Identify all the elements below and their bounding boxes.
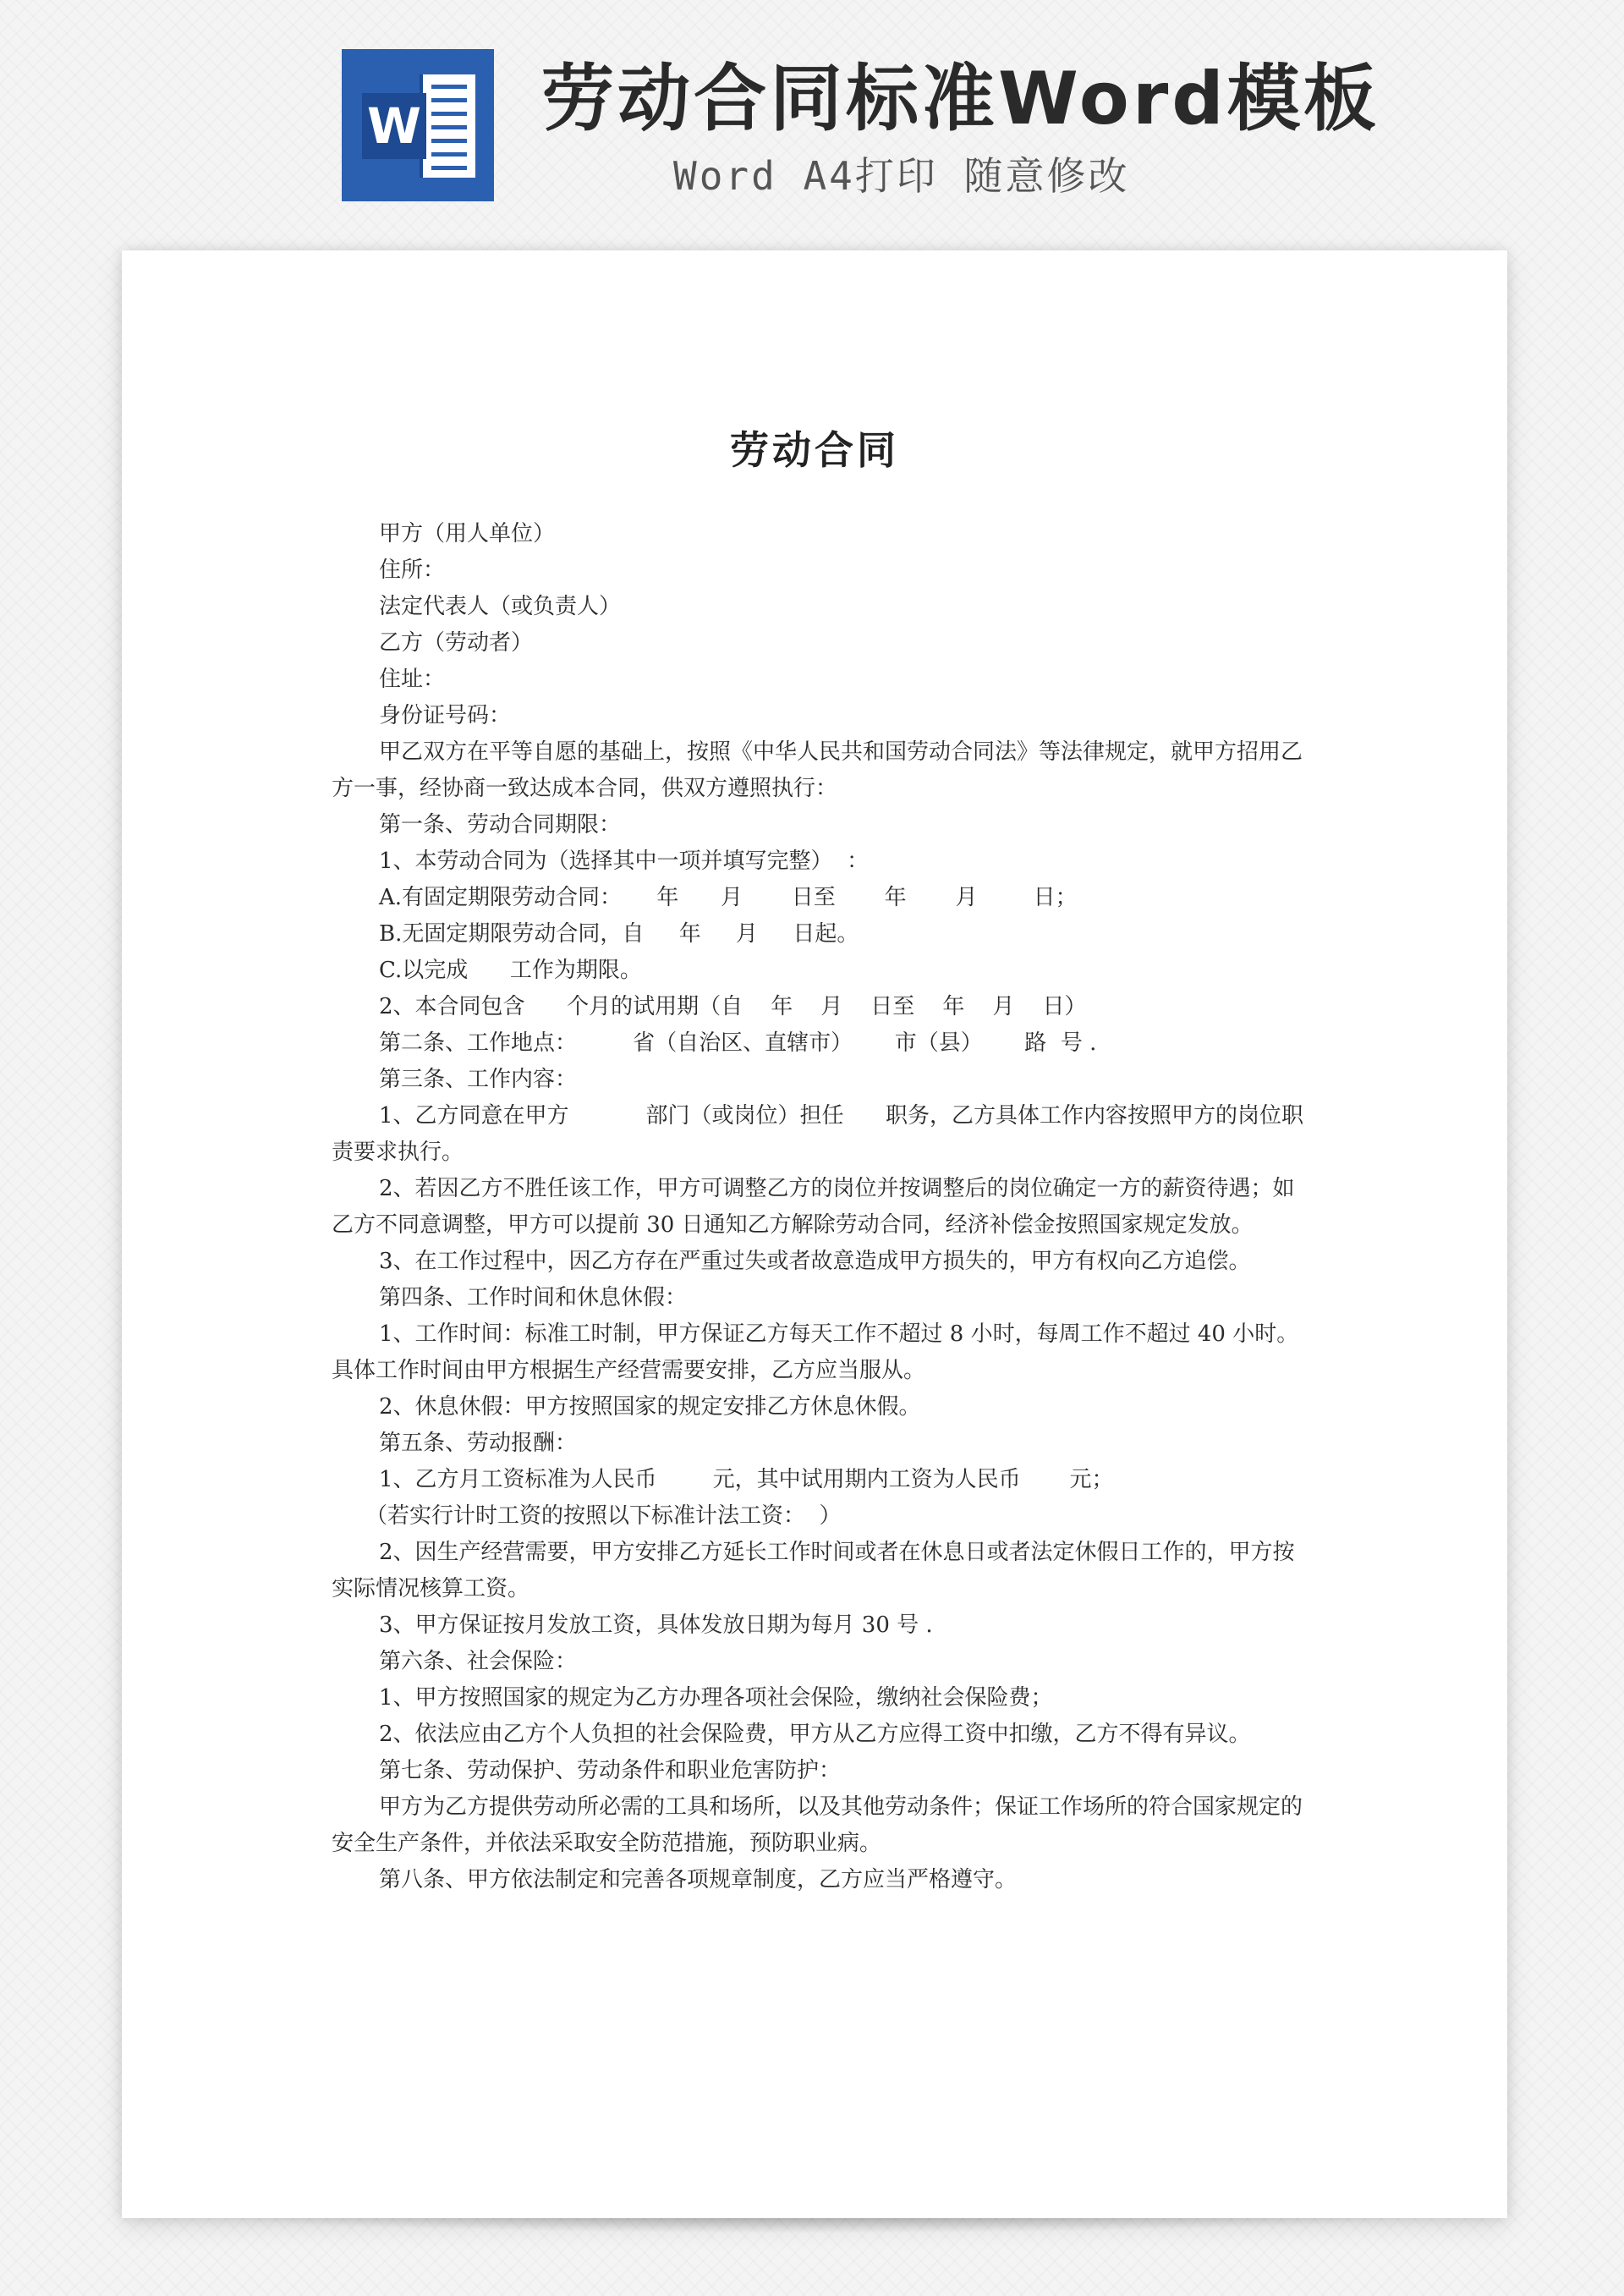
article-5-heading: 第五条、劳动报酬： [379, 1431, 578, 1456]
party-b-line: 乙方（劳动者） [379, 630, 534, 656]
article-5-clause-2: 2、因生产经营需要，甲方安排乙方延长工作时间或者在休息日或者法定休假日工作的，甲方按实际情况核算工资。 [332, 1540, 1295, 1601]
article-1-option-c: C.以完成 工作为期限。 [379, 958, 642, 983]
word-logo-icon [342, 49, 494, 201]
party-a-line: 甲方（用人单位） [379, 521, 556, 547]
article-7-heading: 第七条、劳动保护、劳动条件和职业危害防护： [379, 1758, 842, 1783]
article-7-paragraph: 甲方为乙方提供劳动所必需的工具和场所，以及其他劳动条件；保证工作场所的符合国家规定的安全生产条件，并依法采取安全防范措施，预防职业病。 [332, 1794, 1303, 1856]
page-subtitle: Word A4打印 随意修改 [673, 153, 1130, 199]
article-1-option-a: A.有固定期限劳动合同： 年 月 日至 年 月 日； [379, 885, 1078, 910]
article-4-clause-2: 2、休息休假：甲方按照国家的规定安排乙方休息休假。 [379, 1394, 921, 1420]
document-page [122, 250, 1507, 2218]
party-b-address-line: 住址： [379, 667, 446, 692]
article-5-note: （若实行计时工资的按照以下标准计法工资： ） [365, 1503, 842, 1529]
id-number-line: 身份证号码： [379, 703, 512, 728]
document-body [332, 516, 1304, 1898]
article-1-heading: 第一条、劳动合同期限： [379, 812, 622, 838]
article-3-clause-2: 2、若因乙方不胜任该工作，甲方可调整乙方的岗位并按调整后的岗位确定一方的薪资待遇；如乙方不同意调整，甲方可以提前 30 日通知乙方解除劳动合同，经济补偿金按照国家规定发放。 [332, 1176, 1295, 1238]
party-a-address-line: 住所： [379, 558, 446, 583]
article-1-clause-1: 1、本劳动合同为（选择其中一项并填写完整） ： [379, 849, 870, 874]
preamble-paragraph: 甲乙双方在平等自愿的基础上，按照《中华人民共和国劳动合同法》等法律规定，就甲方招用乙方一事，经协商一致达成本合同，供双方遵照执行： [332, 739, 1303, 801]
article-6-clause-1: 1、甲方按照国家的规定为乙方办理各项社会保险，缴纳社会保险费； [379, 1685, 1053, 1711]
article-4-heading: 第四条、工作时间和休息休假： [379, 1285, 688, 1310]
article-1-clause-2: 2、本合同包含 个月的试用期（自 年 月 日至 年 月 日） [379, 994, 1087, 1019]
article-5-clause-1: 1、乙方月工资标准为人民币 元，其中试用期内工资为人民币 元； [379, 1467, 1114, 1492]
page-title: 劳动合同标准Word模板 [541, 57, 1380, 141]
document-title: 劳动合同 [730, 427, 899, 473]
article-5-clause-3: 3、甲方保证按月发放工资，具体发放日期为每月 30 号 . [379, 1612, 933, 1638]
legal-representative-line: 法定代表人（或负责人） [379, 594, 622, 619]
article-2-heading: 第二条、工作地点： 省（自治区、直辖市） 市（县） 路 号 . [379, 1030, 1097, 1056]
article-6-clause-2: 2、依法应由乙方个人负担的社会保险费，甲方从乙方应得工资中扣缴，乙方不得有异议。 [379, 1722, 1251, 1747]
article-3-clause-1: 1、乙方同意在甲方 部门（或岗位）担任 职务，乙方具体工作内容按照甲方的岗位职责要求执行。 [332, 1103, 1304, 1165]
article-3-heading: 第三条、工作内容： [379, 1067, 578, 1092]
article-4-clause-1: 1、工作时间：标准工时制，甲方保证乙方每天工作不超过 8 小时，每周工作不超过 40 小时。具体工作时间由甲方根据生产经营需要安排，乙方应当服从。 [332, 1321, 1299, 1383]
article-3-clause-3: 3、在工作过程中，因乙方存在严重过失或者故意造成甲方损失的，甲方有权向乙方追偿。 [379, 1249, 1251, 1274]
article-8-heading: 第八条、甲方依法制定和完善各项规章制度，乙方应当严格遵守。 [379, 1867, 1018, 1892]
page-header [0, 0, 1624, 220]
article-1-option-b: B.无固定期限劳动合同，自 年 月 日起。 [379, 921, 859, 947]
article-6-heading: 第六条、社会保险： [379, 1649, 578, 1674]
logo-letter: W [362, 93, 426, 159]
document-lines-icon [420, 74, 475, 178]
